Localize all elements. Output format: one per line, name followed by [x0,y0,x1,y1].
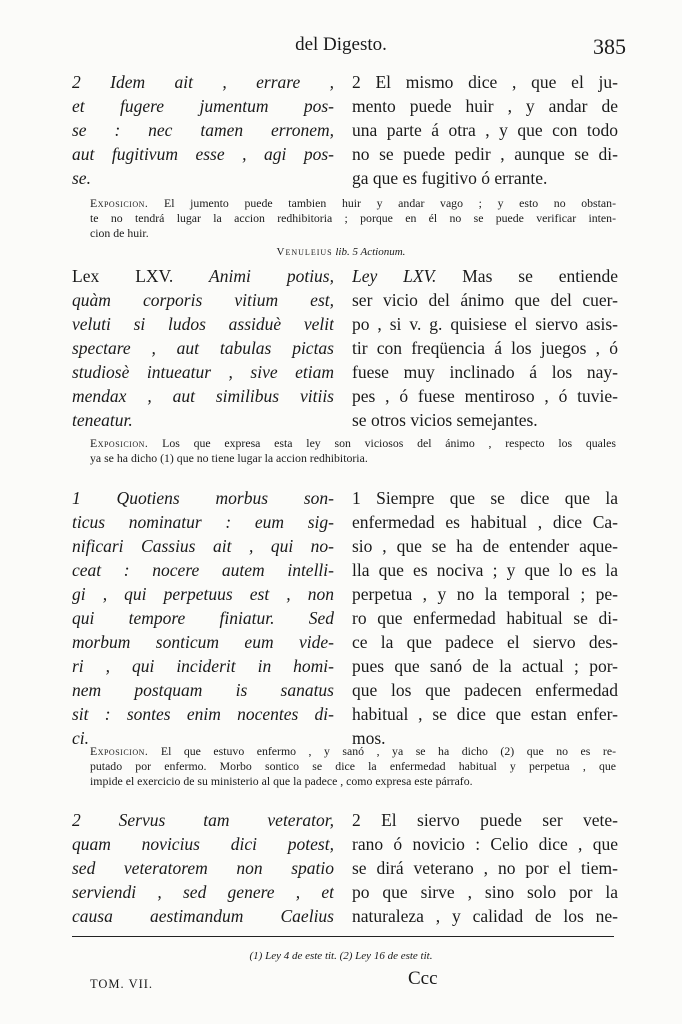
exposicion-label: Exposicion. [90,196,149,210]
exposicion-line: impide el exercicio de su ministerio al que la padece , como expresa este párrafo. [90,774,473,788]
spanish-column [352,486,618,750]
exposicion-line: ya se ha dicho (1) que no tiene lugar la accion redhibitoria. [90,451,368,465]
running-title: del Digesto. [295,34,387,55]
latin-line: nem postquam is sanatus [72,680,334,700]
spanish-line: mos. [352,728,386,748]
exposicion-label: Exposicion. [90,744,149,758]
spanish-line: rano ó novicio : Celio dice , que [352,834,618,854]
exposicion-line: Los que expresa esta ley son viciosos del ánimo , respecto los quales [162,436,616,450]
latin-column [72,486,334,750]
latin-line: serviendi , sed genere , et [72,882,334,902]
latin-line: 1 Quotiens morbus son- [72,488,334,508]
latin-line: quàm corporis vitium est, [72,290,334,310]
exposicion-line: putado por enfermo. Morbo sontico se dice la enfermedad habitual y perpetua , que [90,759,616,773]
latin-line: Animi potius, [209,266,334,286]
spanish-line: 1 Siempre que se dice que la [352,488,618,508]
latin-line: aut fugitivum esse , agi pos- [72,144,334,164]
exposicion-3 [90,744,616,789]
latin-line: causa aestimandum Caelius [72,906,334,926]
spanish-column [352,808,618,928]
exposicion-line: El jumento puede tambien huir y andar vago ; y esto no obstan- [164,196,616,210]
footnote: (1) Ley 4 de este tit. (2) Ley 16 de este tit. [249,950,433,962]
spanish-line: ro que enfermedad habitual se di- [352,608,618,628]
source-attribution [0,246,682,258]
spanish-line: po , si v. g. quisiese el siervo asis- [352,314,618,334]
latin-line: se : nec tamen erronem, [72,120,334,140]
source-reference: lib. 5 Actionum. [335,246,406,258]
spanish-line: ga que es fugitivo ó errante. [352,168,548,188]
source-author: Venuleius [276,246,333,258]
latin-line: morbum sonticum eum vide- [72,632,334,652]
spanish-line: lla que es nociva ; y que lo es la [352,560,618,580]
spanish-line: se dirá veterano , no por el tiem- [352,858,618,878]
exposicion-line: El que estuvo enfermo , y sanó , ya se ha dicho (2) que no es re- [160,744,616,758]
spanish-line: una parte á otra , y que con todo [352,120,618,140]
ley-label: Ley LXV. [352,266,437,286]
latin-line: et fugere jumentum pos- [72,96,334,116]
latin-line: teneatur. [72,410,133,430]
spanish-line: se otros vicios semejantes. [352,410,538,430]
spanish-line: fuese muy inclinado á los nay- [352,362,618,382]
latin-column [72,70,334,190]
spanish-line: ce la que padece el siervo des- [352,632,618,652]
spanish-line: po que sirve , sino solo por la [352,882,618,902]
spanish-line: no se puede pedir , aunque se di- [352,144,618,164]
latin-line: mendax , aut similibus vitiis [72,386,334,406]
spanish-line: que los que padecen enfermedad [352,680,618,700]
latin-line: ci. [72,728,90,748]
spanish-line: sio , que se ha de entender aque- [352,536,618,556]
latin-line: se. [72,168,91,188]
spanish-line: mento puede huir , y andar de [352,96,618,116]
latin-line: qui tempore finiatur. Sed [72,608,334,628]
signature-mark: Ccc [408,968,438,989]
footnote-rule [72,936,614,937]
spanish-line: 2 El mismo dice , que el ju- [352,72,618,92]
spanish-line: habitual , se dice que estan enfer- [352,704,618,724]
latin-line: nificari Cassius ait , qui no- [72,536,334,556]
latin-line: ceat : nocere autem intelli- [72,560,334,580]
spanish-line: pues que sanó de la actual ; por- [352,656,618,676]
spanish-line: naturaleza , y calidad de los ne- [352,906,618,926]
lex-label: Lex LXV. [72,266,174,286]
latin-line: spectare , aut tabulas pictas [72,338,334,358]
latin-line: sed veteratorem non spatio [72,858,334,878]
spanish-column [352,70,618,190]
latin-line: 2 Idem ait , errare , [72,72,334,92]
latin-line: quam novicius dici potest, [72,834,334,854]
running-header [0,34,682,62]
latin-line: veluti si ludos assiduè velit [72,314,334,334]
exposicion-1 [90,196,616,241]
spanish-line: perpetua , y no la temporal ; pe- [352,584,618,604]
exposicion-2 [90,436,616,466]
latin-line: gi , qui perpetuus est , non [72,584,334,604]
latin-column [72,808,334,928]
latin-column [72,264,334,432]
spanish-line: pes , ó fuese mentiroso , ó tuvie- [352,386,618,406]
latin-line: studiosè intueatur , sive etiam [72,362,334,382]
latin-line: 2 Servus tam veterator, [72,810,334,830]
spanish-line: enfermedad es habitual , dice Ca- [352,512,618,532]
spanish-line: tir con freqüencia á los juegos , ó [352,338,618,358]
page-number: 385 [593,34,626,59]
latin-line: ri , qui inciderit in homi- [72,656,334,676]
spanish-line: 2 El siervo puede ser vete- [352,810,618,830]
exposicion-line: te no tendrá lugar la accion redhibitoria ; porque en él no se puede verificar inten- [90,211,616,225]
volume-label: TOM. VII. [90,977,154,991]
spanish-line: Mas se entiende [462,266,618,286]
latin-line: ticus nominatur : eum sig- [72,512,334,532]
spanish-column [352,264,618,432]
exposicion-line: cion de huir. [90,226,149,240]
exposicion-label: Exposicion. [90,436,149,450]
spanish-line: ser vicio del ánimo que del cuer- [352,290,618,310]
latin-line: sit : sontes enim nocentes di- [72,704,334,724]
